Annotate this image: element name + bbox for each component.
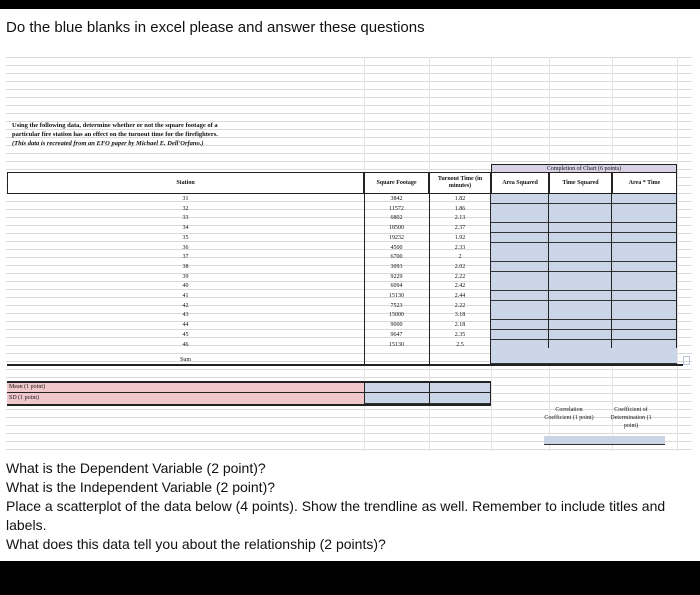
time-cell: 2.22 bbox=[454, 303, 466, 309]
grid-row-line bbox=[6, 369, 692, 370]
time-cell: 2.13 bbox=[454, 215, 466, 221]
question-relationship: What does this data tell you about the relationship (2 points)? bbox=[6, 536, 386, 552]
sqft-cell: 15130 bbox=[389, 342, 404, 348]
grid-row-line bbox=[6, 161, 692, 162]
intro-line-2: particular fire station has an effect on the turnout time for the firefighters. bbox=[12, 131, 218, 138]
grid-row-line bbox=[6, 449, 692, 450]
time-cell: 1.92 bbox=[454, 235, 466, 241]
time-cell: 2.37 bbox=[454, 225, 466, 231]
correlation-blank[interactable] bbox=[544, 436, 601, 445]
sqft-cell: 4500 bbox=[390, 245, 403, 251]
sum-blank-cells[interactable] bbox=[491, 348, 677, 364]
intro-line-3: (This data is recreated from an EFO paper by Michael E. Dell'Orfano.) bbox=[12, 140, 204, 147]
questions-block bbox=[6, 459, 696, 554]
mean-vline-2 bbox=[429, 381, 430, 405]
row-blank-cells[interactable] bbox=[491, 223, 677, 233]
row-blank-cells[interactable] bbox=[491, 213, 677, 223]
grid-row-line bbox=[6, 73, 692, 74]
time-cell: 1.86 bbox=[454, 206, 466, 212]
grid-row-line bbox=[6, 113, 692, 114]
row-blank-cells[interactable] bbox=[491, 281, 677, 291]
grid-row-line bbox=[6, 57, 692, 58]
header-station: Station bbox=[7, 172, 364, 194]
grid-row-line bbox=[6, 425, 692, 426]
mean-vline-3 bbox=[490, 381, 491, 405]
time-cell: 2.18 bbox=[454, 322, 466, 328]
mean-top-line bbox=[7, 381, 491, 383]
question-scatterplot: Place a scatterplot of the data below (4 points). Show the trendline as well. Remember to include titles and labels. bbox=[6, 498, 666, 533]
station-cell: 45 bbox=[182, 332, 189, 338]
intro-line-1: Using the following data, determine whether or not the square footage of a bbox=[12, 122, 218, 129]
table-col-border bbox=[676, 172, 677, 365]
row-blank-cells[interactable] bbox=[491, 330, 677, 340]
sqft-cell: 15130 bbox=[389, 293, 404, 299]
cell-selection-handle bbox=[683, 356, 690, 365]
time-cell: 2 bbox=[458, 254, 462, 260]
question-dependent: What is the Dependent Variable (2 point)? bbox=[6, 460, 266, 476]
grid-row-line bbox=[6, 153, 692, 154]
station-cell: 38 bbox=[182, 264, 189, 270]
sqft-cell: 3842 bbox=[390, 196, 403, 202]
question-independent: What is the Independent Variable (2 point)? bbox=[6, 479, 276, 495]
grid-row-line bbox=[6, 105, 692, 106]
sqft-cell: 9647 bbox=[390, 332, 403, 338]
grid-row-line bbox=[6, 81, 692, 82]
correlation-label: Correlation Coefficient (1 point) bbox=[544, 407, 594, 421]
row-blank-cells[interactable] bbox=[491, 233, 677, 243]
grid-row-line bbox=[6, 377, 692, 378]
mean-sd-divider bbox=[7, 392, 491, 393]
mean-label: Mean (1 point) bbox=[9, 384, 45, 390]
determination-blank[interactable] bbox=[601, 436, 665, 445]
row-blank-cells[interactable] bbox=[491, 262, 677, 272]
sum-divider bbox=[7, 364, 683, 366]
header-area-time: Area * Time bbox=[612, 172, 677, 194]
mean-sd-time-blank[interactable] bbox=[429, 382, 491, 404]
station-cell: 32 bbox=[182, 206, 189, 212]
station-cell: 42 bbox=[182, 303, 189, 309]
row-blank-cells[interactable] bbox=[491, 320, 677, 330]
header-time-squared: Time Squared bbox=[549, 172, 612, 194]
time-cell: 2.02 bbox=[454, 264, 466, 270]
sqft-cell: 18500 bbox=[389, 225, 404, 231]
excel-sheet-image bbox=[0, 51, 700, 449]
station-cell: 35 bbox=[182, 235, 189, 241]
bottom-black-bar bbox=[0, 561, 700, 595]
question-title: Do the blue blanks in excel please and answer these questions bbox=[6, 19, 425, 36]
sd-label: SD (1 point) bbox=[9, 395, 39, 401]
grid-row-line bbox=[6, 97, 692, 98]
station-cell: 33 bbox=[182, 215, 189, 221]
sd-bottom-line bbox=[7, 404, 491, 406]
sum-label: Sum bbox=[179, 357, 191, 363]
table-col-border bbox=[364, 172, 365, 365]
row-blank-cells[interactable] bbox=[491, 194, 677, 204]
station-cell: 31 bbox=[182, 196, 189, 202]
station-cell: 37 bbox=[182, 254, 189, 260]
determination-label: Coefficient of Determination (1 point) bbox=[610, 407, 652, 429]
station-cell: 40 bbox=[182, 283, 189, 289]
time-cell: 2.22 bbox=[454, 274, 466, 280]
time-cell: 2.44 bbox=[454, 293, 466, 299]
sqft-cell: 6700 bbox=[390, 254, 403, 260]
table-col-border bbox=[429, 172, 430, 365]
station-cell: 34 bbox=[182, 225, 189, 231]
table-col-border bbox=[611, 172, 612, 365]
sqft-cell: 3093 bbox=[390, 264, 403, 270]
time-cell: 1.82 bbox=[454, 196, 466, 202]
table-col-border bbox=[548, 172, 549, 365]
sqft-cell: 15000 bbox=[389, 312, 404, 318]
row-blank-cells[interactable] bbox=[491, 310, 677, 320]
row-blank-cells[interactable] bbox=[491, 291, 677, 301]
time-cell: 2.42 bbox=[454, 283, 466, 289]
time-cell: 2.33 bbox=[454, 245, 466, 251]
mean-sd-sqft-blank[interactable] bbox=[364, 382, 429, 404]
header-turnout-time: Turnout Time (in minutes) bbox=[429, 172, 491, 194]
sqft-cell: 11572 bbox=[389, 206, 404, 212]
table-col-border bbox=[490, 172, 491, 365]
grid-row-line bbox=[6, 89, 692, 90]
time-cell: 2.35 bbox=[454, 332, 466, 338]
sqft-cell: 9000 bbox=[390, 322, 403, 328]
sqft-cell: 7523 bbox=[390, 303, 403, 309]
sqft-cell: 6802 bbox=[390, 215, 403, 221]
mean-vline-1 bbox=[364, 381, 365, 405]
grid-col-line bbox=[677, 57, 678, 451]
sqft-cell: 6094 bbox=[390, 283, 403, 289]
time-cell: 3.18 bbox=[454, 312, 466, 318]
station-cell: 44 bbox=[182, 322, 189, 328]
sqft-cell: 9229 bbox=[390, 274, 403, 280]
question-page bbox=[0, 9, 700, 561]
header-area-squared: Area Squared bbox=[491, 172, 549, 194]
row-blank-cells[interactable] bbox=[491, 252, 677, 262]
sqft-cell: 19232 bbox=[389, 235, 404, 241]
completion-header: Completion of Chart (6 points) bbox=[491, 164, 677, 173]
grid-row-line bbox=[6, 65, 692, 66]
top-black-bar bbox=[0, 0, 700, 9]
station-cell: 43 bbox=[182, 312, 189, 318]
header-square-footage: Square Footage bbox=[364, 172, 429, 194]
station-cell: 39 bbox=[182, 274, 189, 280]
time-cell: 2.5 bbox=[456, 342, 464, 348]
station-cell: 36 bbox=[182, 245, 189, 251]
grid-row-line bbox=[6, 433, 692, 434]
intro-text bbox=[12, 121, 218, 148]
station-cell: 41 bbox=[182, 293, 189, 299]
station-cell: 46 bbox=[182, 342, 189, 348]
